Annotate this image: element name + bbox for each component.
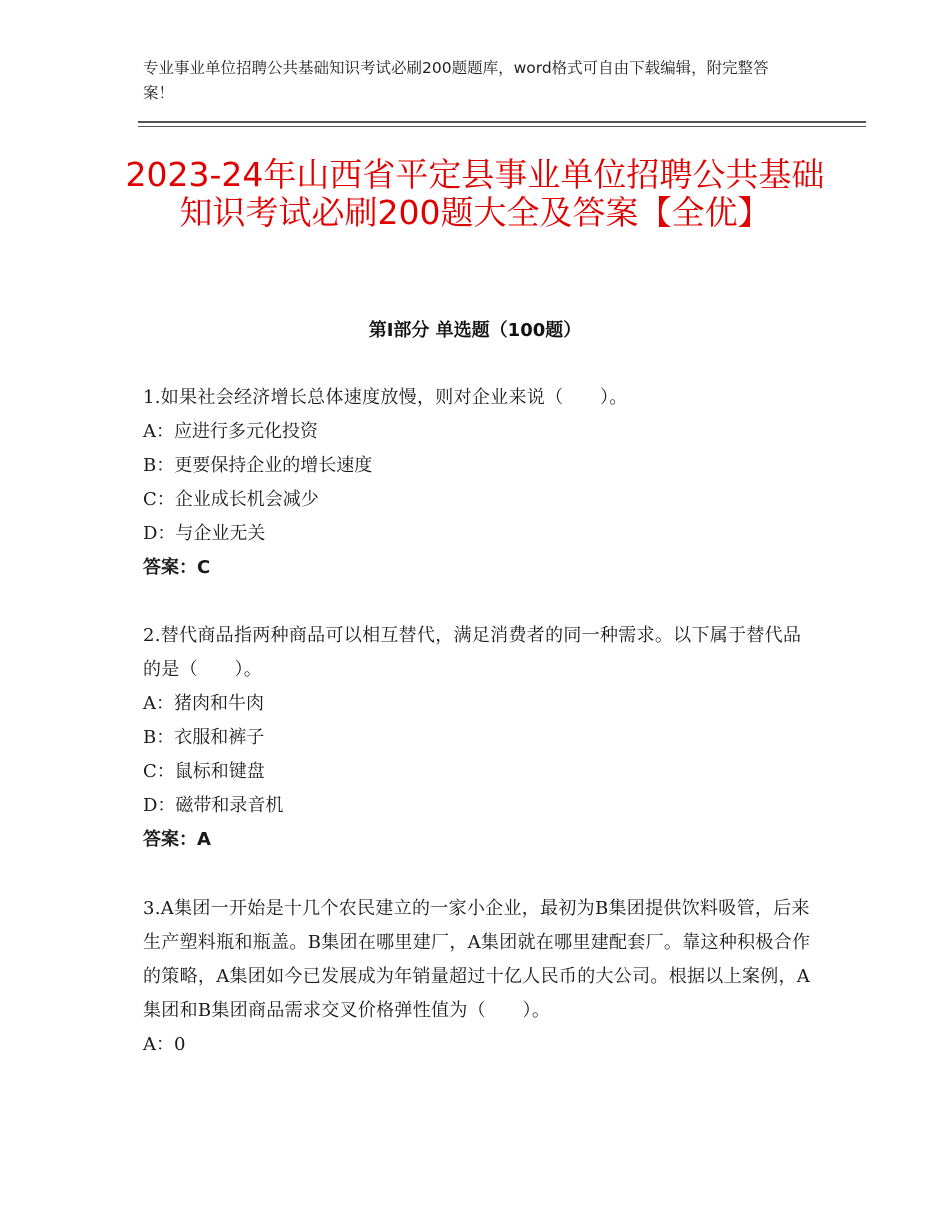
question-1: [143, 381, 813, 585]
option-a: A：猪肉和牛肉: [143, 693, 264, 714]
section-title: 第I部分 单选题（100题）: [368, 320, 582, 341]
answer: 答案：A: [143, 829, 211, 850]
question-stem: 1.如果社会经济增长总体速度放慢，则对企业来说（ ）。: [143, 387, 628, 408]
option-d: D：磁带和录音机: [143, 795, 284, 816]
option-c: C：鼠标和键盘: [143, 761, 265, 782]
header-note: 专业事业单位招聘公共基础知识考试必刷200题题库，word格式可自由下载编辑，附完整答案！: [143, 59, 769, 102]
question-stem: 2.替代商品指两种商品可以相互替代，满足消费者的同一种需求。以下属于替代品的是（ ）。: [143, 625, 802, 680]
option-a: A：应进行多元化投资: [143, 421, 318, 442]
question-2: [143, 619, 813, 857]
option-b: B：衣服和裤子: [143, 727, 265, 748]
header-rule-thin: [138, 126, 866, 127]
header-rule-thick: [138, 121, 866, 123]
document-title: 2023-24年山西省平定县事业单位招聘公共基础知识考试必刷200题大全及答案【全优】: [125, 155, 825, 232]
question-3: [143, 892, 813, 1062]
option-a: A：0: [143, 1034, 186, 1055]
option-b: B：更要保持企业的增长速度: [143, 455, 373, 476]
option-d: D：与企业无关: [143, 523, 266, 544]
option-c: C：企业成长机会减少: [143, 489, 319, 510]
question-stem: 3.A集团一开始是十几个农民建立的一家小企业，最初为B集团提供饮料吸管，后来生产塑料瓶和瓶盖。B集团在哪里建厂，A集团就在哪里建配套厂。靠这种积极合作的策略，A集团如今已发展成为年销量超过十亿人民币的大公司。根据以上案例，A集团和B集团商品需求交叉价格弹性值为（ ）。: [143, 898, 811, 1021]
answer: 答案：C: [143, 557, 211, 578]
